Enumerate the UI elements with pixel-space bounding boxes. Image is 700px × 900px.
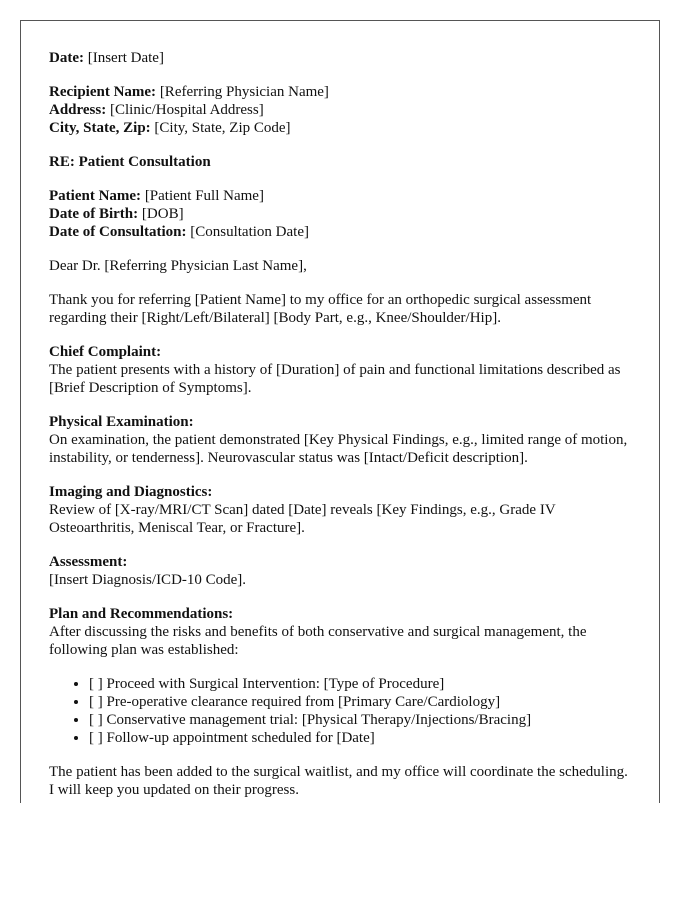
city-label: City, State, Zip:: [49, 120, 151, 136]
section-text: [Insert Diagnosis/ICD-10 Code].: [49, 572, 247, 588]
plan-item: • [ ] Follow-up appointment scheduled for [Date]: [89, 729, 630, 747]
recipient-label: Recipient Name:: [49, 84, 157, 100]
section-text: After discussing the risks and benefits of both conservative and surgical management, the following plan was established:: [49, 624, 587, 658]
plan-item: • [ ] Proceed with Surgical Intervention: [Type of Procedure]: [89, 675, 630, 693]
city-value: [City, State, Zip Code]: [154, 120, 291, 136]
closing-paragraph: The patient has been added to the surgical waitlist, and my office will coordinate the scheduling. I will keep you updated on their progress.: [49, 764, 628, 798]
address-value: [Clinic/Hospital Address]: [109, 102, 264, 118]
plan-list: [49, 675, 630, 747]
section-text: On examination, the patient demonstrated [Key Physical Findings, e.g., limited range of motion, instability, or tenderness]. Neurovascular status was [Intact/Deficit description].: [49, 432, 628, 466]
letter-document: [20, 20, 660, 803]
consult-date-label: Date of Consultation:: [49, 224, 187, 240]
section-heading: Physical Examination:: [49, 414, 194, 430]
section-heading: Assessment:: [49, 554, 128, 570]
plan-item: • [ ] Pre-operative clearance required from [Primary Care/Cardiology]: [89, 693, 630, 711]
section-plan: [49, 605, 630, 659]
section-physical-exam: [49, 413, 630, 467]
patient-name-value: [Patient Full Name]: [144, 188, 264, 204]
re-line: [49, 153, 630, 171]
date-label: Date:: [49, 50, 84, 66]
section-heading: Imaging and Diagnostics:: [49, 484, 213, 500]
patient-name-label: Patient Name:: [49, 188, 142, 204]
address-label: Address:: [49, 102, 107, 118]
section-text: Review of [X-ray/MRI/CT Scan] dated [Date] reveals [Key Findings, e.g., Grade IV Osteoarthritis, Meniscal Tear, or Fracture].: [49, 502, 556, 536]
dob-value: [DOB]: [141, 206, 184, 222]
intro-paragraph: Thank you for referring [Patient Name] to my office for an orthopedic surgical assessment regarding their [Right/Left/Bilateral] [Body Part, e.g., Knee/Shoulder/Hip].: [49, 292, 592, 326]
consult-date-value: [Consultation Date]: [190, 224, 309, 240]
salutation: Dear Dr. [Referring Physician Last Name],: [49, 258, 307, 274]
section-assessment: [49, 553, 630, 589]
section-text: The patient presents with a history of [Duration] of pain and functional limitations described as [Brief Description of Symptoms].: [49, 362, 621, 396]
date-line: [49, 49, 630, 67]
recipient-block: [49, 83, 630, 137]
plan-item: • [ ] Conservative management trial: [Physical Therapy/Injections/Bracing]: [89, 711, 630, 729]
section-heading: Plan and Recommendations:: [49, 606, 234, 622]
dob-label: Date of Birth:: [49, 206, 139, 222]
patient-block: [49, 187, 630, 241]
recipient-value: [Referring Physician Name]: [159, 84, 329, 100]
section-chief-complaint: [49, 343, 630, 397]
section-heading: Chief Complaint:: [49, 344, 162, 360]
section-imaging: [49, 483, 630, 537]
date-value: [Insert Date]: [87, 50, 164, 66]
re-heading: RE: Patient Consultation: [49, 154, 211, 170]
